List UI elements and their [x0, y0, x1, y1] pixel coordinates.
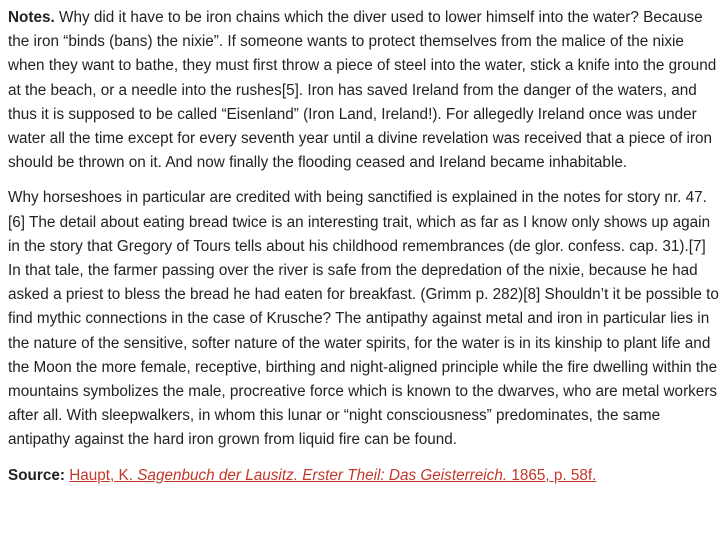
- source-link[interactable]: [69, 467, 596, 484]
- source-link-author: Haupt, K.: [69, 466, 138, 484]
- source-label: Source:: [8, 466, 65, 484]
- notes-paragraph: [8, 6, 720, 175]
- source-link-details: 1865, p. 58f.: [507, 466, 597, 484]
- source-line: [8, 464, 720, 488]
- notes-text: Why did it have to be iron chains which the diver used to lower himself into the water? Because the iron “binds (bans) the nixie”. If someone wants to protect themselves from the malice of the nixie when they want to bathe, they must first throw a piece of steel into the water, stick a knife into the ground at the beach, or a needle into the rushes[5]. Iron has saved Ireland from the danger of the waters, and thus it is supposed to be called “Eisenland” (Iron Land, Ireland!). For allegedly Ireland once was under water all the time except for every seventh year until a divine revelation was received that a piece of iron should be thrown on it. And now finally the flooding ceased and Ireland became inhabitable.: [8, 9, 717, 172]
- source-link-title: Sagenbuch der Lausitz. Erster Theil: Das Geisterreich.: [137, 466, 508, 484]
- notes-label: Notes.: [8, 9, 55, 26]
- horseshoe-paragraph: Why horseshoes in particular are credited with being sanctified is explained in the notes for story nr. 47.[6] The detail about eating bread twice is an interesting trait, which as far as I know only shows up again in the story that Gregory of Tours tells about his childhood remembrances (de glor. confess. cap. 31).[7] In that tale, the farmer passing over the river is safe from the depredation of the nixie, because he had asked a priest to bless the bread he had eaten for breakfast. (Grimm p. 282)[8] Shouldn’t it be possible to find mythic connections in the case of Krusche? The antipathy against metal and iron in particular lies in the nature of the sensitive, softer nature of the water spirits, for the water is in its kinship to plant life and the Moon the more female, receptive, birthing and night-aligned principle while the fire dwelling within the mountains symbolizes the male, procreative force which is known to the dwarves, who are metal workers after all. With sleepwalkers, in whom this lunar or “night consciousness” predominates, the same antipathy against the hard iron grown from liquid fire can be found.: [8, 189, 719, 449]
